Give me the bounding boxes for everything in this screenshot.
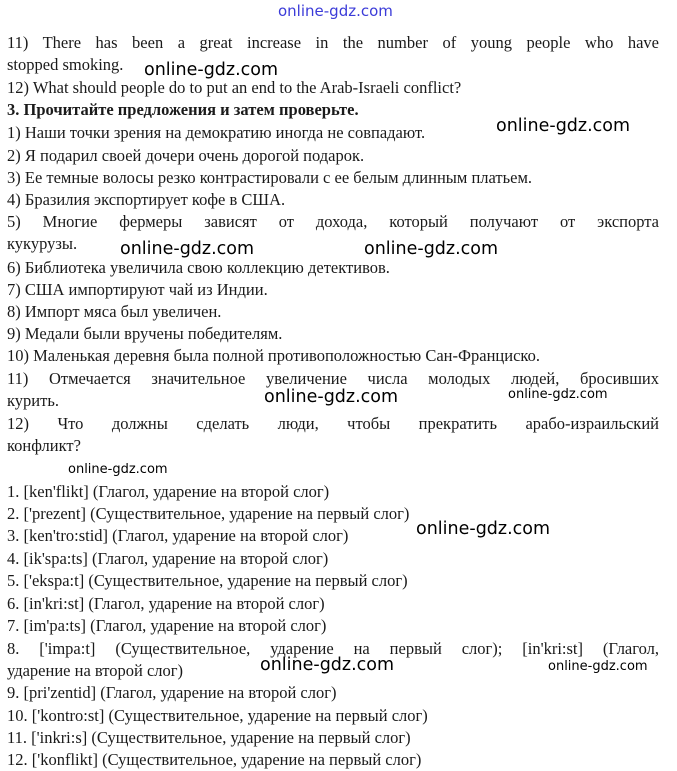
russian-line: 9) Медали были вручены победителям. xyxy=(7,324,283,343)
answer-line: 5. ['ekspa:t] (Существительное, ударение на первый слог) xyxy=(7,571,408,590)
answer-line: ударение на второй слог) xyxy=(7,661,184,680)
watermark: online-gdz.com xyxy=(364,239,499,259)
russian-line: конфликт? xyxy=(7,436,81,455)
answer-line: 3. [ken'tro:stid] (Глагол, ударение на второй слог) xyxy=(7,526,349,545)
watermark: online-gdz.com xyxy=(496,116,631,136)
answer-line: 6. [in'kri:st] (Глагол, ударение на второй слог) xyxy=(7,594,325,613)
answer-line: 8. ['impa:t] (Существительное, ударение на первый слог); [in'kri:st] (Глагол, xyxy=(7,639,659,658)
english-line: 11) There has been a great increase in the number of young people who have xyxy=(7,33,659,52)
russian-line: 5) Многие фермеры зависят от дохода, который получают от экспорта xyxy=(7,212,659,231)
russian-line: 12) Что должны сделать люди, чтобы прекратить арабо-израильский xyxy=(7,414,659,433)
russian-line: 2) Я подарил своей дочери очень дорогой подарок. xyxy=(7,146,365,165)
watermark: online-gdz.com xyxy=(260,655,395,675)
answer-line: 7. [im'pa:ts] (Глагол, ударение на второй слог) xyxy=(7,616,327,635)
russian-line: 4) Бразилия экспортирует кофе в США. xyxy=(7,190,286,209)
watermark: online-gdz.com xyxy=(68,462,168,477)
english-line: 12) What should people do to put an end to the Arab-Israeli conflict? xyxy=(7,78,462,97)
russian-line: кукурузы. xyxy=(7,234,78,253)
answer-line: 9. [pri'zentid] (Глагол, ударение на второй слог) xyxy=(7,683,337,702)
answer-line: 4. [ik'spa:ts] (Глагол, ударение на второй слог) xyxy=(7,549,329,568)
watermark: online-gdz.com xyxy=(416,519,551,539)
russian-line: 8) Импорт мяса был увеличен. xyxy=(7,302,222,321)
russian-line: 11) Отмечается значительное увеличение числа молодых людей, бросивших xyxy=(7,369,659,388)
answer-line: 10. ['kontro:st] (Существительное, ударение на первый слог) xyxy=(7,706,428,725)
answer-line: 11. ['inkri:s] (Существительное, ударение на первый слог) xyxy=(7,728,411,747)
russian-line: 7) США импортируют чай из Индии. xyxy=(7,280,268,299)
answer-line: 1. [ken'flikt] (Глагол, ударение на второй слог) xyxy=(7,482,330,501)
russian-line: 6) Библиотека увеличила свою коллекцию детективов. xyxy=(7,258,390,277)
watermark: online-gdz.com xyxy=(548,659,648,674)
watermark: online-gdz.com xyxy=(120,239,255,259)
english-line: stopped smoking. xyxy=(7,55,124,74)
watermark: online-gdz.com xyxy=(264,387,399,407)
watermark: online-gdz.com xyxy=(508,387,608,402)
answer-line: 2. ['prezent] (Существительное, ударение на первый слог) xyxy=(7,504,410,523)
answer-line: 12. ['konflikt] (Существительное, ударение на первый слог) xyxy=(7,750,422,769)
russian-line: 1) Наши точки зрения на демократию иногда не совпадают. xyxy=(7,123,426,142)
exercise-title: 3. Прочитайте предложения и затем проверьте. xyxy=(7,100,359,119)
russian-line: 3) Ее темные волосы резко контрастировали с ее белым длинным платьем. xyxy=(7,168,533,187)
russian-line: 10) Маленькая деревня была полной противоположностью Сан-Франциско. xyxy=(7,346,540,365)
watermark: online-gdz.com xyxy=(144,60,279,80)
russian-line: курить. xyxy=(7,391,59,410)
top-watermark: online-gdz.com xyxy=(278,2,393,20)
